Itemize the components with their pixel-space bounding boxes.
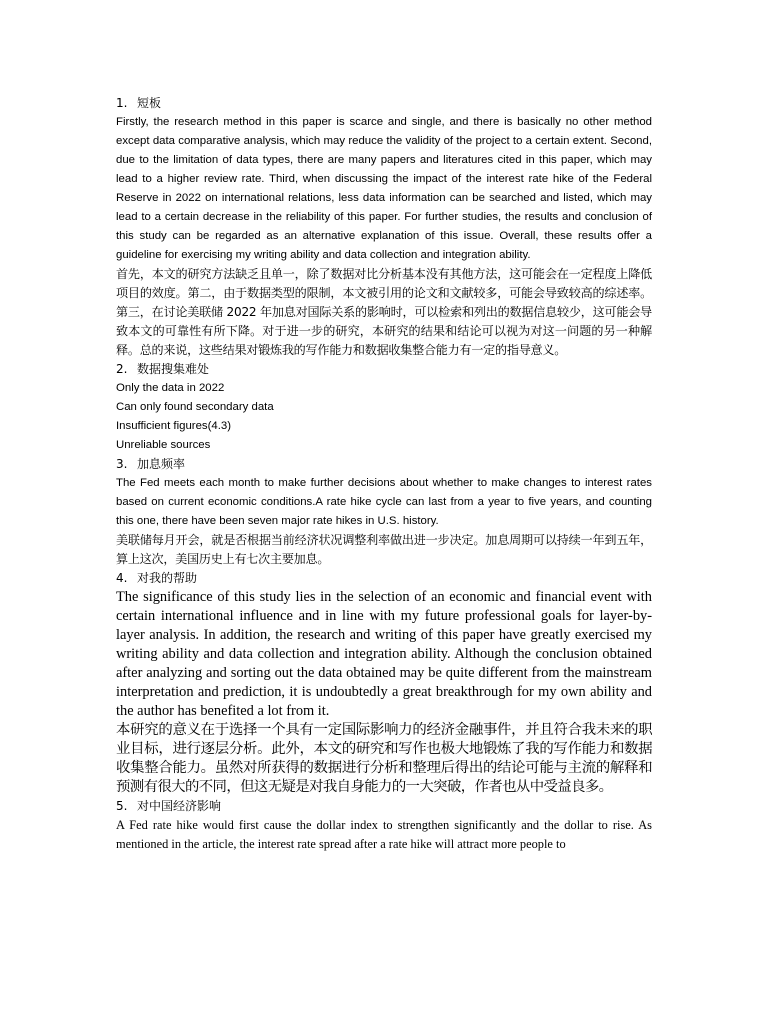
section-5-heading — [116, 797, 652, 816]
document-page — [116, 94, 652, 854]
section-2-number: 2. — [116, 362, 128, 376]
section-4-chinese-paragraph: 本研究的意义在于选择一个具有一定国际影响力的经济金融事件，并且符合我未来的职业目标，进行逐层分析。此外，本文的研究和写作也极大地锻炼了我的写作能力和数据收集整合能力。虽然对所获得的数据进行分析和整理后得出的结论可能与主流的解释和预测有很大的不同，但这无疑是对我自身能力的一大突破，作者也从中受益良多。 — [116, 722, 652, 795]
section-5-number: 5. — [116, 799, 128, 813]
section-3-number: 3. — [116, 457, 128, 471]
section-1-heading — [116, 94, 652, 113]
section-5-title: 对中国经济影响 — [137, 799, 222, 813]
section-2-title: 数据搜集难处 — [137, 362, 210, 376]
section-3-english-paragraph: The Fed meets each month to make further decisions about whether to make changes to interest rates based on current economic conditions.A rate hike cycle can last from a year to five years, and counting this one, there have been seven major rate hikes in U.S. history. — [116, 477, 652, 527]
list-item: Only the data in 2022 — [116, 382, 225, 394]
section-2-heading — [116, 360, 652, 379]
section-1-english-paragraph: Firstly, the research method in this paper is scarce and single, and there is basically no other method except data comparative analysis, which may reduce the validity of the project to a certain extent. Second, due to the limitation of data types, there are many papers and literatures cited in this paper, which may lead to a higher review rate. Third, when discussing the impact of the interest rate hike of the Federal Reserve in 2022 on international relations, less data information can be searched and listed, which may lead to a certain decrease in the reliability of this paper. For further studies, the results and conclusion of this study can be regarded as an alternative explanation of this issue. Overall, these results offer a guideline for exercising my writing ability and data collection and integration ability. — [116, 116, 652, 261]
section-1-chinese-paragraph: 首先，本文的研究方法缺乏且单一，除了数据对比分析基本没有其他方法，这可能会在一定程度上降低项目的效度。第二，由于数据类型的限制，本文被引用的论文和文献较多，可能会导致较高的综述率。第三，在讨论美联储 2022 年加息对国际关系的影响时，可以检索和列出的数据信息较少，这可能会导致本文的可靠性有所下降。对于进一步的研究，本研究的结果和结论可以视为对这一问题的另一种解释。总的来说，这些结果对锻炼我的写作能力和数据收集整合能力有一定的指导意义。 — [116, 267, 652, 357]
section-3-chinese-paragraph: 美联储每月开会，就是否根据当前经济状况调整利率做出进一步决定。加息周期可以持续一年到五年，算上这次，美国历史上有七次主要加息。 — [116, 533, 652, 566]
section-4-number: 4. — [116, 571, 128, 585]
section-4-heading — [116, 569, 652, 588]
section-4-title: 对我的帮助 — [137, 571, 198, 585]
list-item: Can only found secondary data — [116, 401, 274, 413]
section-3-heading — [116, 455, 652, 474]
list-item: Insufficient figures(4.3) — [116, 420, 232, 432]
section-1-number: 1. — [116, 96, 128, 110]
list-item: Unreliable sources — [116, 439, 211, 451]
section-3-title: 加息频率 — [137, 457, 186, 471]
section-4-english-paragraph: The significance of this study lies in the selection of an economic and financial event with certain international influence and in line with my future professional goals for layer-by-layer analysis. In addition, the research and writing of this paper have greatly exercised my writing ability and data collection and integration ability. Although the conclusion obtained after analyzing and sorting out the data obtained may be quite different from the mainstream interpretation and prediction, it is undoubtedly a great breakthrough for my own ability and the author has benefited a lot from it. — [116, 589, 652, 719]
section-5-english-paragraph: A Fed rate hike would first cause the dollar index to strengthen significantly and the dollar to rise. As mentioned in the article, the interest rate spread after a rate hike will attract more people to — [116, 818, 652, 851]
section-1-title: 短板 — [137, 96, 162, 110]
